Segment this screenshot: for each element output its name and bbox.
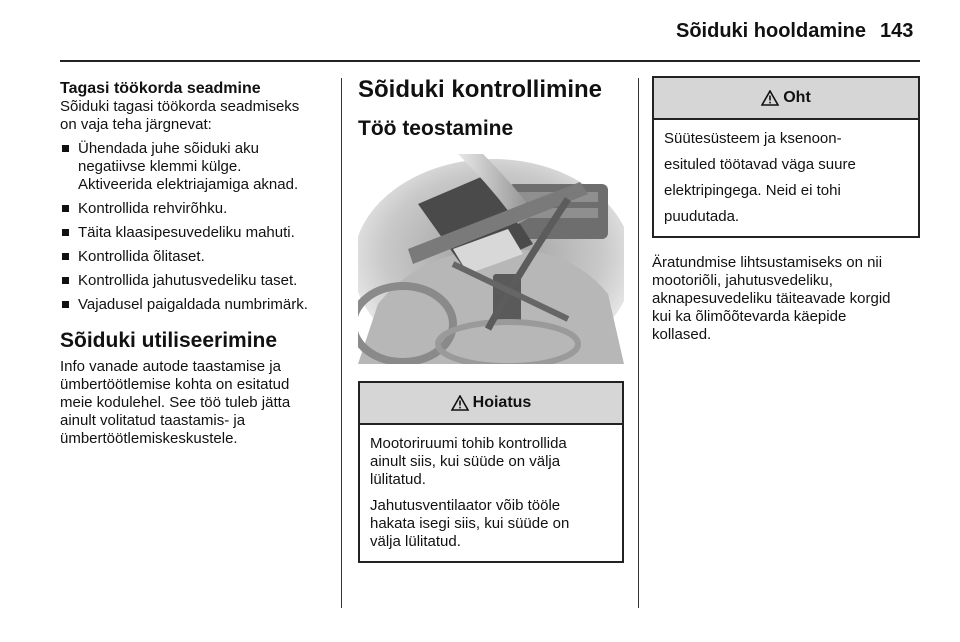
- warning-paragraph: Jahutusventilaator võib tööle hakata isegi siis, kui süüde on välja lülitatud.: [370, 497, 570, 550]
- danger-title: Oht: [783, 89, 811, 106]
- list-item: Kontrollida rehvirõhku.: [60, 200, 330, 218]
- left-column: [60, 80, 330, 448]
- yellow-caps-paragraph: Äratundmise lihtsustamiseks on nii mootoriõli, jahutusvedeliku, aknapesuvedeliku täiteavade korgid kui ka õlimõõtevarda käepide kollased.: [652, 254, 891, 343]
- warning-box-body: [360, 425, 622, 561]
- list-item: Vajadusel paigaldada numbrimärk.: [60, 296, 330, 314]
- engine-bay-photo: [358, 154, 624, 364]
- column-divider-left: [341, 78, 342, 608]
- subheading-performing-work: Töö teostamine: [358, 117, 514, 140]
- disposal-text: Info vanade autode taastamise ja ümbertöötlemise kohta on esitatud meie kodulehel. See töö tuleb jätta ainult volitatud taastamis- ja ümbertöötlemiskeskustele.: [60, 358, 291, 447]
- list-item: Kontrollida jahutusvedeliku taset.: [60, 272, 330, 290]
- section-heading-vehicle-check: Sõiduki kontrollimine: [358, 76, 603, 103]
- page-number: 143: [880, 20, 914, 42]
- warning-title: Hoiatus: [472, 394, 532, 411]
- section-heading-restore: Tagasi töökorda seadmine: [60, 80, 261, 97]
- header-rule: [60, 60, 920, 62]
- restore-steps-list: [60, 140, 330, 314]
- warning-box-header: [360, 383, 622, 425]
- danger-box-body: Süütesüsteem ja ksenoon- esituled töötavad väga suure elektripingega. Neid ei tohi puudutada.: [664, 130, 856, 225]
- page-header-title: Sõiduki hooldamine: [676, 20, 867, 42]
- list-item: Täita klaasipesuvedeliku mahuti.: [60, 224, 330, 242]
- list-item: Kontrollida õlitaset.: [60, 248, 330, 266]
- danger-box: [652, 76, 920, 238]
- restore-intro-line: on vaja teha järgnevat:: [60, 116, 212, 133]
- list-item: Ühendada juhe sõiduki aku negatiivse klemmi külge. Aktiveerida elektriajamiga aknad.: [60, 140, 330, 194]
- warning-paragraph: Mootoriruumi tohib kontrollida ainult siis, kui süüde on välja lülitatud.: [370, 435, 567, 488]
- right-column: [652, 76, 920, 344]
- middle-column: [358, 76, 624, 563]
- warning-triangle-icon: [451, 395, 469, 411]
- section-heading-disposal: Sõiduki utiliseerimine: [60, 329, 278, 352]
- warning-box: [358, 381, 624, 563]
- restore-intro-line: Sõiduki tagasi töökorda seadmiseks: [60, 98, 300, 115]
- warning-triangle-icon: [761, 90, 779, 106]
- danger-box-header: [654, 78, 918, 120]
- column-divider-right: [638, 78, 639, 608]
